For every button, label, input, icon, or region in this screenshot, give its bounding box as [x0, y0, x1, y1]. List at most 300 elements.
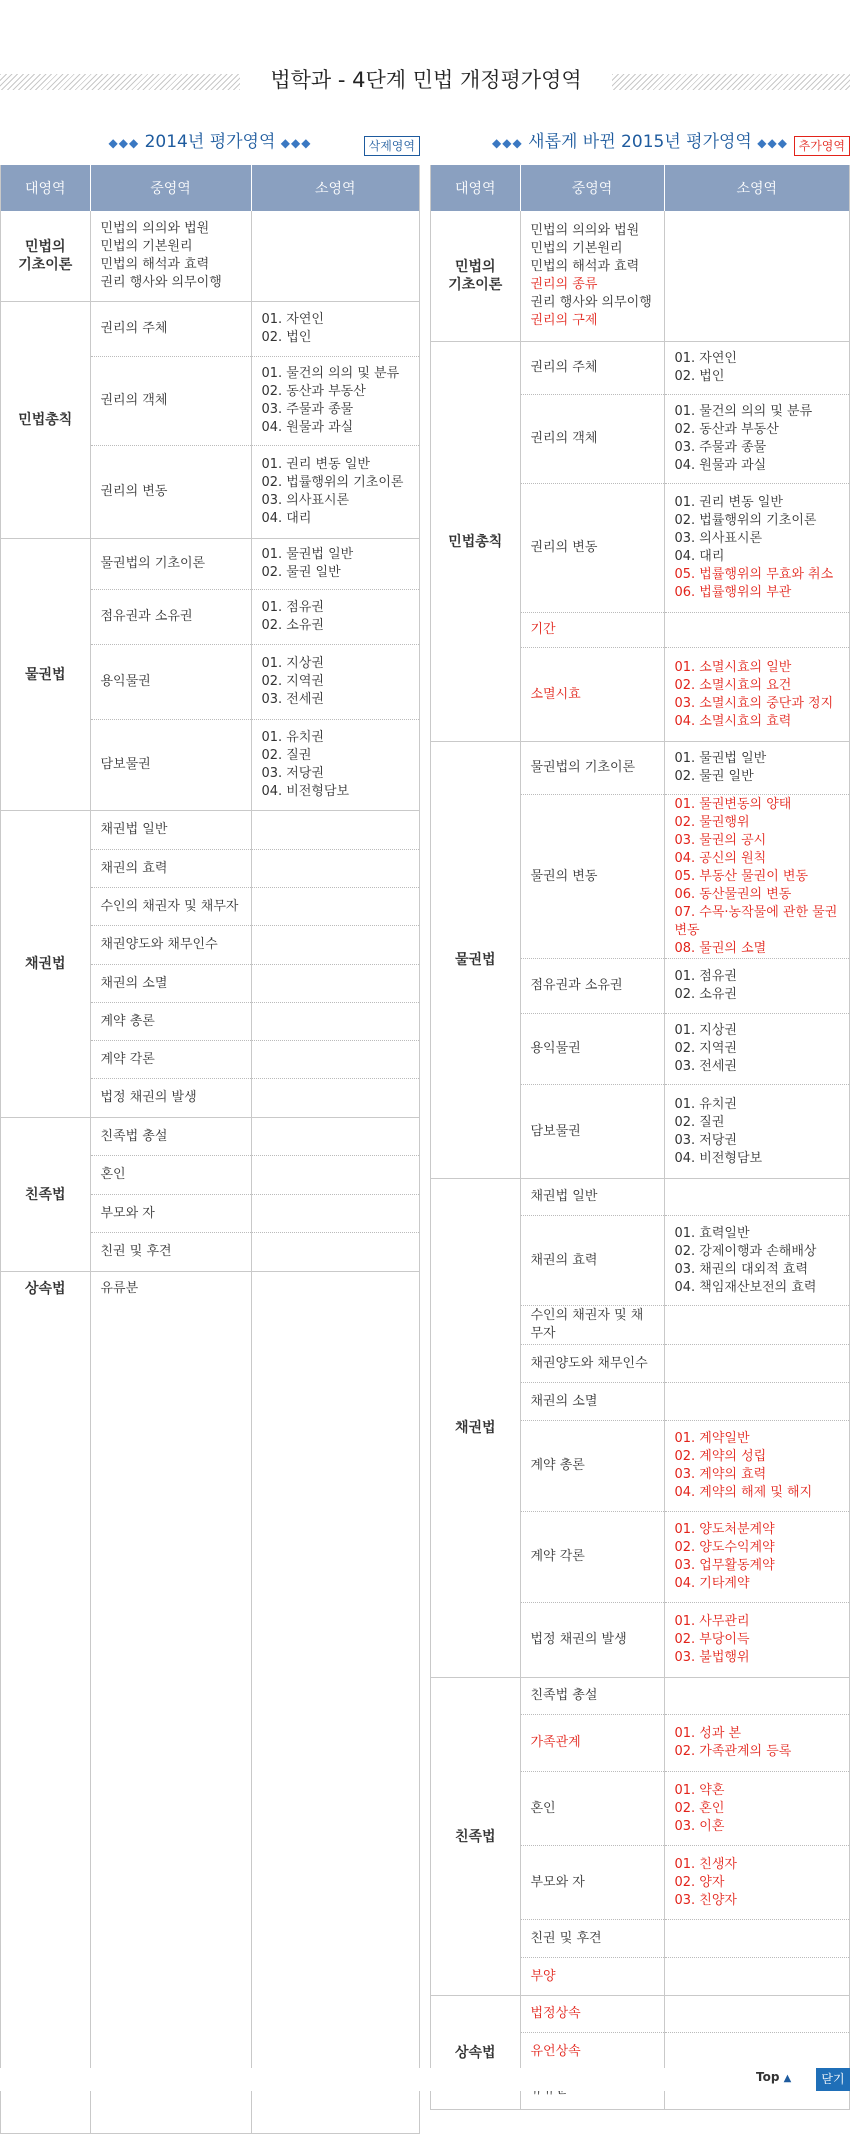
- middle-area-cell: [90, 1041, 251, 1079]
- middle-area-cell: [520, 1772, 664, 1846]
- minor-area-cell: [664, 211, 849, 342]
- middle-area-cell: [520, 1014, 664, 1085]
- text-line: 기초이론: [448, 277, 503, 293]
- added-text: 06. 동산물권의 변동: [674, 886, 792, 902]
- minor-area-cell: [664, 1678, 849, 1715]
- header-major: 대영역: [431, 165, 520, 211]
- middle-area-cell: [520, 1846, 664, 1920]
- text-line: 담보물권: [100, 757, 151, 772]
- added-text: 유언상속: [530, 2043, 581, 2059]
- middle-area-cell: [90, 1003, 251, 1041]
- text-line: 03. 주물과 종물: [674, 440, 767, 455]
- text-line: 친족법 총설: [100, 1128, 168, 1144]
- added-text: 01. 물권변동의 양태: [674, 796, 792, 812]
- minor-area-cell: [664, 1306, 849, 1345]
- middle-area-cell: [90, 850, 251, 888]
- table-row: [1, 1118, 419, 1156]
- added-text: 01. 성과 본: [674, 1726, 742, 1741]
- text-line: 02. 질권: [674, 1114, 725, 1130]
- text-line: 용익물권: [530, 1041, 581, 1056]
- minor-area-cell: [664, 795, 849, 959]
- middle-area-cell: [520, 795, 664, 959]
- minor-area-cell: [251, 539, 419, 590]
- title-hatch-right: [612, 74, 850, 90]
- minor-area-cell: [664, 342, 849, 395]
- text-line: 01. 권리 변동 일반: [261, 457, 370, 472]
- minor-area-cell: [664, 1085, 849, 1179]
- close-button[interactable]: 닫기: [816, 2068, 850, 2091]
- text-line: 용익물권: [100, 674, 151, 689]
- text-line: 법정 채권의 발생: [100, 1090, 197, 1105]
- diamond-icon: ◆◆◆: [280, 136, 312, 150]
- text-line: 권리의 객체: [100, 393, 168, 408]
- diamond-icon: ◆◆◆: [492, 136, 523, 150]
- major-area-cell: [1, 811, 90, 1118]
- text-line: 계약 각론: [100, 1051, 155, 1067]
- major-area-cell: [1, 302, 90, 539]
- middle-area-cell: [520, 342, 664, 395]
- column-heading: [0, 128, 420, 156]
- added-text: 권리의 구제: [530, 313, 598, 328]
- added-text: 03. 이혼: [674, 1818, 725, 1834]
- text-line: 01. 유치권: [674, 1096, 737, 1112]
- text-line: 권리의 주체: [530, 360, 598, 375]
- text-line: 친족법: [454, 1828, 496, 1845]
- middle-area-cell: [90, 539, 251, 590]
- text-line: 점유권과 소유권: [530, 978, 623, 993]
- text-line: 민법의 의의와 법원: [100, 221, 210, 236]
- text-line: 01. 자연인: [261, 312, 324, 327]
- text-line: 민법총칙: [18, 412, 73, 428]
- text-line: 민법의 의의와 법원: [530, 223, 640, 238]
- text-line: 채권양도와 채무인수: [100, 937, 218, 952]
- added-text: 02. 소멸시효의 요건: [674, 677, 792, 693]
- added-text: 기간: [530, 622, 556, 637]
- header-middle: 중영역: [90, 165, 251, 211]
- middle-area-cell: [520, 1958, 664, 1996]
- title-hatch-left: [0, 74, 240, 90]
- text-line: 채권법: [24, 956, 66, 972]
- major-area-cell: [1, 1272, 90, 2134]
- text-line: 02. 소유권: [261, 618, 324, 633]
- added-text: 02. 부당이득: [674, 1632, 750, 1647]
- added-text: 07. 수목·농작물에 관한 물권변동: [674, 904, 838, 938]
- column-heading-text: 새롭게 바뀐 2015년 평가영역: [528, 132, 752, 152]
- top-label: Top: [756, 2070, 780, 2084]
- text-line: 채권의 소멸: [100, 975, 168, 991]
- text-line: 03. 전세권: [674, 1059, 737, 1074]
- added-text: 소멸시효: [530, 686, 581, 702]
- table-row: [1, 811, 419, 850]
- minor-area-cell: [251, 211, 419, 302]
- middle-area-cell: [520, 484, 664, 613]
- text-line: 권리의 변동: [530, 540, 598, 555]
- minor-area-cell: [251, 811, 419, 850]
- minor-area-cell: [251, 1156, 419, 1195]
- text-line: 상속법: [454, 2044, 496, 2061]
- minor-area-cell: [664, 613, 849, 648]
- text-line: 채권법 일반: [100, 822, 168, 837]
- text-line: 03. 의사표시론: [674, 531, 763, 546]
- text-line: 권리의 변동: [100, 484, 168, 499]
- text-line: 02. 지역권: [674, 1041, 737, 1056]
- middle-area-cell: [90, 590, 251, 645]
- added-text: 부양: [530, 1968, 556, 1984]
- middle-area-cell: [520, 742, 664, 795]
- header-minor: 소영역: [251, 165, 419, 211]
- added-text: 권리의 종류: [530, 277, 598, 292]
- middle-area-cell: [90, 926, 251, 965]
- added-text: 04. 계약의 해제 및 해지: [674, 1485, 813, 1500]
- minor-area-cell: [251, 1272, 419, 2134]
- minor-area-cell: [664, 742, 849, 795]
- middle-area-cell: [90, 965, 251, 1003]
- added-text: 01. 계약일반: [674, 1431, 750, 1446]
- middle-area-cell: [520, 1421, 664, 1512]
- added-text: 06. 법률행위의 부관: [674, 585, 792, 600]
- text-line: 권리의 주체: [100, 321, 168, 336]
- middle-area-cell: [520, 648, 664, 742]
- added-text: 03. 업무활동계약: [674, 1558, 775, 1573]
- major-area-cell: [431, 742, 520, 1179]
- minor-area-cell: [251, 926, 419, 965]
- text-line: 물권법: [24, 666, 66, 683]
- minor-area-cell: [664, 395, 849, 484]
- text-line: 02. 법률행위의 기초이론: [261, 475, 404, 490]
- middle-area-cell: [520, 1678, 664, 1715]
- text-line: 채권의 소멸: [530, 1393, 598, 1409]
- column-2015: [430, 128, 850, 2110]
- minor-area-cell: [664, 1014, 849, 1085]
- table-row: [431, 211, 849, 342]
- text-line: 법정 채권의 발생: [530, 1632, 627, 1647]
- middle-area-cell: [90, 357, 251, 446]
- major-area-cell: [431, 342, 520, 742]
- header-minor: 소영역: [664, 165, 849, 211]
- text-line: 상속법: [24, 1281, 66, 1297]
- text-line: 부모와 자: [100, 1205, 155, 1221]
- middle-area-cell: [90, 1272, 251, 2134]
- minor-area-cell: [251, 446, 419, 539]
- column-2014: [0, 128, 420, 2134]
- added-text: 02. 양자: [674, 1874, 725, 1890]
- page-title: 법학과 - 4단계 민법 개정평가영역: [270, 68, 582, 92]
- middle-area-cell: [520, 2033, 664, 2071]
- text-line: 01. 권리 변동 일반: [674, 495, 783, 510]
- table-wrapper: [0, 165, 420, 2134]
- text-line: 01. 효력일반: [674, 1225, 750, 1241]
- minor-area-cell: [251, 1118, 419, 1156]
- text-line: 04. 대리: [674, 549, 725, 564]
- middle-area-cell: [90, 302, 251, 357]
- text-line: 유류분: [100, 1281, 139, 1296]
- minor-area-cell: [664, 1603, 849, 1678]
- table-row: [431, 342, 849, 395]
- text-line: 민법의 해석과 효력: [100, 257, 210, 272]
- minor-area-cell: [251, 720, 419, 811]
- text-line: 친권 및 후견: [530, 1930, 602, 1946]
- middle-area-cell: [90, 1233, 251, 1272]
- minor-area-cell: [664, 1958, 849, 1996]
- middle-area-cell: [520, 959, 664, 1014]
- header-major: 대영역: [1, 165, 90, 211]
- table-row: [1, 1272, 419, 2134]
- text-line: 01. 점유권: [674, 969, 737, 984]
- text-line: 02. 동산과 부동산: [261, 384, 366, 399]
- minor-area-cell: [251, 1003, 419, 1041]
- added-text: 01. 약혼: [674, 1782, 725, 1798]
- text-line: 권리 행사와 의무이행: [530, 295, 652, 310]
- added-text: 05. 법률행위의 무효와 취소: [674, 567, 834, 582]
- minor-area-cell: [251, 590, 419, 645]
- text-line: 친권 및 후견: [100, 1244, 172, 1259]
- text-line: 01. 지상권: [261, 656, 324, 671]
- minor-area-cell: [664, 959, 849, 1014]
- text-line: 채권의 효력: [100, 860, 168, 876]
- minor-area-cell: [664, 2033, 849, 2071]
- major-area-cell: [431, 211, 520, 342]
- table-row: [431, 1996, 849, 2033]
- table-row: [1, 539, 419, 590]
- text-line: 03. 전세권: [261, 692, 324, 707]
- minor-area-cell: [664, 648, 849, 742]
- added-text: 03. 친양자: [674, 1892, 737, 1908]
- added-text: 04. 소멸시효의 효력: [674, 713, 792, 729]
- text-line: 04. 원물과 과실: [674, 458, 767, 473]
- added-text: 04. 기타계약: [674, 1576, 750, 1591]
- text-line: 기초이론: [18, 257, 73, 273]
- middle-area-cell: [520, 395, 664, 484]
- added-text: 01. 소멸시효의 일반: [674, 659, 792, 675]
- text-line: 02. 강제이행과 손해배상: [674, 1243, 817, 1259]
- text-line: 권리 행사와 의무이행: [100, 275, 222, 290]
- diamond-icon: ◆◆◆: [757, 136, 788, 150]
- added-text: 04. 공신의 원칙: [674, 850, 767, 866]
- middle-area-cell: [520, 613, 664, 648]
- added-text: 01. 친생자: [674, 1856, 737, 1872]
- middle-area-cell: [520, 1085, 664, 1179]
- added-text: 03. 계약의 효력: [674, 1467, 767, 1482]
- text-line: 02. 지역권: [261, 674, 324, 689]
- minor-area-cell: [251, 357, 419, 446]
- text-line: 계약 각론: [530, 1549, 585, 1564]
- added-text: 02. 계약의 성립: [674, 1449, 767, 1464]
- text-line: 수인의 채권자 및 채무자: [100, 898, 239, 914]
- column-heading: [430, 128, 850, 156]
- minor-area-cell: [664, 1920, 849, 1958]
- middle-area-cell: [520, 1920, 664, 1958]
- minor-area-cell: [664, 1179, 849, 1216]
- text-line: 02. 물권 일반: [261, 565, 341, 580]
- major-area-cell: [1, 1118, 90, 1272]
- middle-area-cell: [90, 1195, 251, 1233]
- minor-area-cell: [251, 850, 419, 888]
- text-line: 민법의 기본원리: [530, 241, 623, 256]
- text-line: 물권법의 기초이론: [100, 556, 206, 571]
- minor-area-cell: [251, 1195, 419, 1233]
- text-line: 혼인: [100, 1167, 126, 1182]
- text-line: 담보물권: [530, 1123, 581, 1139]
- added-text: 법정상속: [530, 2006, 581, 2021]
- deleted-badge: 삭제영역: [364, 136, 420, 156]
- added-text: 01. 양도처분계약: [674, 1522, 775, 1537]
- middle-area-cell: [90, 888, 251, 926]
- added-text: 05. 부동산 물권이 변동: [674, 868, 809, 884]
- major-area-cell: [431, 1996, 520, 2110]
- table-row: [431, 742, 849, 795]
- text-line: 민법의 기본원리: [100, 239, 193, 254]
- evaluation-table-2015: [431, 165, 849, 2110]
- minor-area-cell: [251, 302, 419, 357]
- text-line: 민법의: [454, 259, 496, 275]
- text-line: 친족법: [24, 1186, 66, 1203]
- column-heading-text: 2014년 평가영역: [144, 132, 276, 152]
- middle-area-cell: [90, 211, 251, 302]
- middle-area-cell: [520, 1306, 664, 1345]
- evaluation-table-2014: [1, 165, 419, 2134]
- added-text: 03. 불법행위: [674, 1650, 750, 1665]
- top-link[interactable]: [756, 2070, 791, 2084]
- text-line: 04. 비전형담보: [674, 1150, 763, 1166]
- text-line: 채권양도와 채무인수: [530, 1355, 648, 1371]
- middle-area-cell: [520, 1179, 664, 1216]
- title-bar: [0, 62, 850, 98]
- middle-area-cell: [90, 811, 251, 850]
- text-line: 03. 주물과 종물: [261, 402, 354, 417]
- text-line: 01. 물건의 의의 및 분류: [261, 366, 400, 381]
- table-row: [1, 211, 419, 302]
- added-text: 가족관계: [530, 1735, 581, 1750]
- header-middle: 중영역: [520, 165, 664, 211]
- text-line: 수인의 채권자 및 채무자: [530, 1308, 644, 1341]
- middle-area-cell: [520, 1216, 664, 1306]
- text-line: 04. 원물과 과실: [261, 420, 354, 435]
- table-wrapper: [430, 165, 850, 2110]
- middle-area-cell: [90, 1156, 251, 1195]
- table-row: [431, 1678, 849, 1715]
- middle-area-cell: [90, 446, 251, 539]
- text-line: 부모와 자: [530, 1874, 585, 1890]
- text-line: 02. 법인: [674, 369, 725, 384]
- middle-area-cell: [90, 720, 251, 811]
- added-text: 02. 물권행위: [674, 814, 750, 830]
- added-text: 02. 가족관계의 등록: [674, 1744, 792, 1759]
- minor-area-cell: [664, 1996, 849, 2033]
- footer: [0, 2068, 850, 2091]
- text-line: 03. 채권의 대외적 효력: [674, 1261, 809, 1277]
- text-line: 01. 물건의 의의 및 분류: [674, 404, 813, 419]
- minor-area-cell: [664, 1383, 849, 1421]
- middle-area-cell: [520, 1345, 664, 1383]
- text-line: 02. 질권: [261, 748, 312, 763]
- middle-area-cell: [520, 1383, 664, 1421]
- minor-area-cell: [664, 1345, 849, 1383]
- text-line: 02. 물권 일반: [674, 769, 754, 784]
- middle-area-cell: [520, 1603, 664, 1678]
- middle-area-cell: [520, 211, 664, 342]
- middle-area-cell: [520, 1996, 664, 2033]
- text-line: 채권의 효력: [530, 1252, 598, 1268]
- text-line: 03. 저당권: [261, 766, 324, 781]
- text-line: 민법의 해석과 효력: [530, 259, 640, 274]
- text-line: 혼인: [530, 1800, 556, 1816]
- table-row: [1, 302, 419, 357]
- minor-area-cell: [251, 645, 419, 720]
- major-area-cell: [431, 1179, 520, 1678]
- text-line: 점유권과 소유권: [100, 609, 193, 624]
- middle-area-cell: [520, 1512, 664, 1603]
- added-badge: 추가영역: [794, 136, 850, 156]
- middle-area-cell: [90, 1079, 251, 1118]
- text-line: 계약 총론: [530, 1458, 585, 1473]
- minor-area-cell: [251, 888, 419, 926]
- text-line: 01. 유치권: [261, 730, 324, 745]
- added-text: 03. 물권의 공시: [674, 832, 767, 848]
- text-line: 물권법: [454, 952, 496, 968]
- middle-area-cell: [90, 1118, 251, 1156]
- major-area-cell: [1, 539, 90, 811]
- minor-area-cell: [251, 1233, 419, 1272]
- minor-area-cell: [664, 1772, 849, 1846]
- text-line: 물권의 변동: [530, 868, 598, 884]
- major-area-cell: [431, 1678, 520, 1996]
- up-arrow-icon: ▲: [783, 2073, 792, 2084]
- text-line: 04. 대리: [261, 511, 312, 526]
- text-line: 01. 점유권: [261, 600, 324, 615]
- minor-area-cell: [664, 1715, 849, 1772]
- added-text: 01. 사무관리: [674, 1614, 750, 1629]
- text-line: 민법총칙: [448, 533, 503, 550]
- minor-area-cell: [251, 1079, 419, 1118]
- text-line: 04. 책임재산보전의 효력: [674, 1279, 817, 1295]
- middle-area-cell: [90, 645, 251, 720]
- minor-area-cell: [664, 1846, 849, 1920]
- text-line: 03. 의사표시론: [261, 493, 350, 508]
- minor-area-cell: [664, 1512, 849, 1603]
- minor-area-cell: [251, 1041, 419, 1079]
- text-line: 02. 법인: [261, 330, 312, 345]
- text-line: 계약 총론: [100, 1013, 155, 1029]
- middle-area-cell: [520, 1715, 664, 1772]
- text-line: 01. 물권법 일반: [261, 547, 354, 562]
- text-line: 민법의: [24, 239, 66, 255]
- added-text: 03. 소멸시효의 중단과 정지: [674, 695, 834, 711]
- minor-area-cell: [664, 1421, 849, 1512]
- text-line: 채권법 일반: [530, 1189, 598, 1204]
- added-text: 08. 물권의 소멸: [674, 940, 767, 956]
- major-area-cell: [1, 211, 90, 302]
- minor-area-cell: [664, 484, 849, 613]
- text-line: 04. 비전형담보: [261, 784, 350, 799]
- added-text: 02. 양도수익계약: [674, 1540, 775, 1555]
- text-line: 02. 동산과 부동산: [674, 422, 779, 437]
- minor-area-cell: [251, 965, 419, 1003]
- text-line: 권리의 객체: [530, 431, 598, 446]
- text-line: 01. 물권법 일반: [674, 751, 767, 766]
- diamond-icon: ◆◆◆: [108, 136, 140, 150]
- text-line: 물권법의 기초이론: [530, 760, 636, 775]
- text-line: 01. 지상권: [674, 1023, 737, 1038]
- text-line: 채권법: [454, 1420, 496, 1436]
- added-text: 02. 혼인: [674, 1800, 725, 1816]
- text-line: 친족법 총설: [530, 1688, 598, 1703]
- text-line: 03. 저당권: [674, 1132, 737, 1148]
- text-line: 01. 자연인: [674, 351, 737, 366]
- text-line: 02. 법률행위의 기초이론: [674, 513, 817, 528]
- table-row: [431, 1179, 849, 1216]
- text-line: 02. 소유권: [674, 987, 737, 1002]
- minor-area-cell: [664, 1216, 849, 1306]
